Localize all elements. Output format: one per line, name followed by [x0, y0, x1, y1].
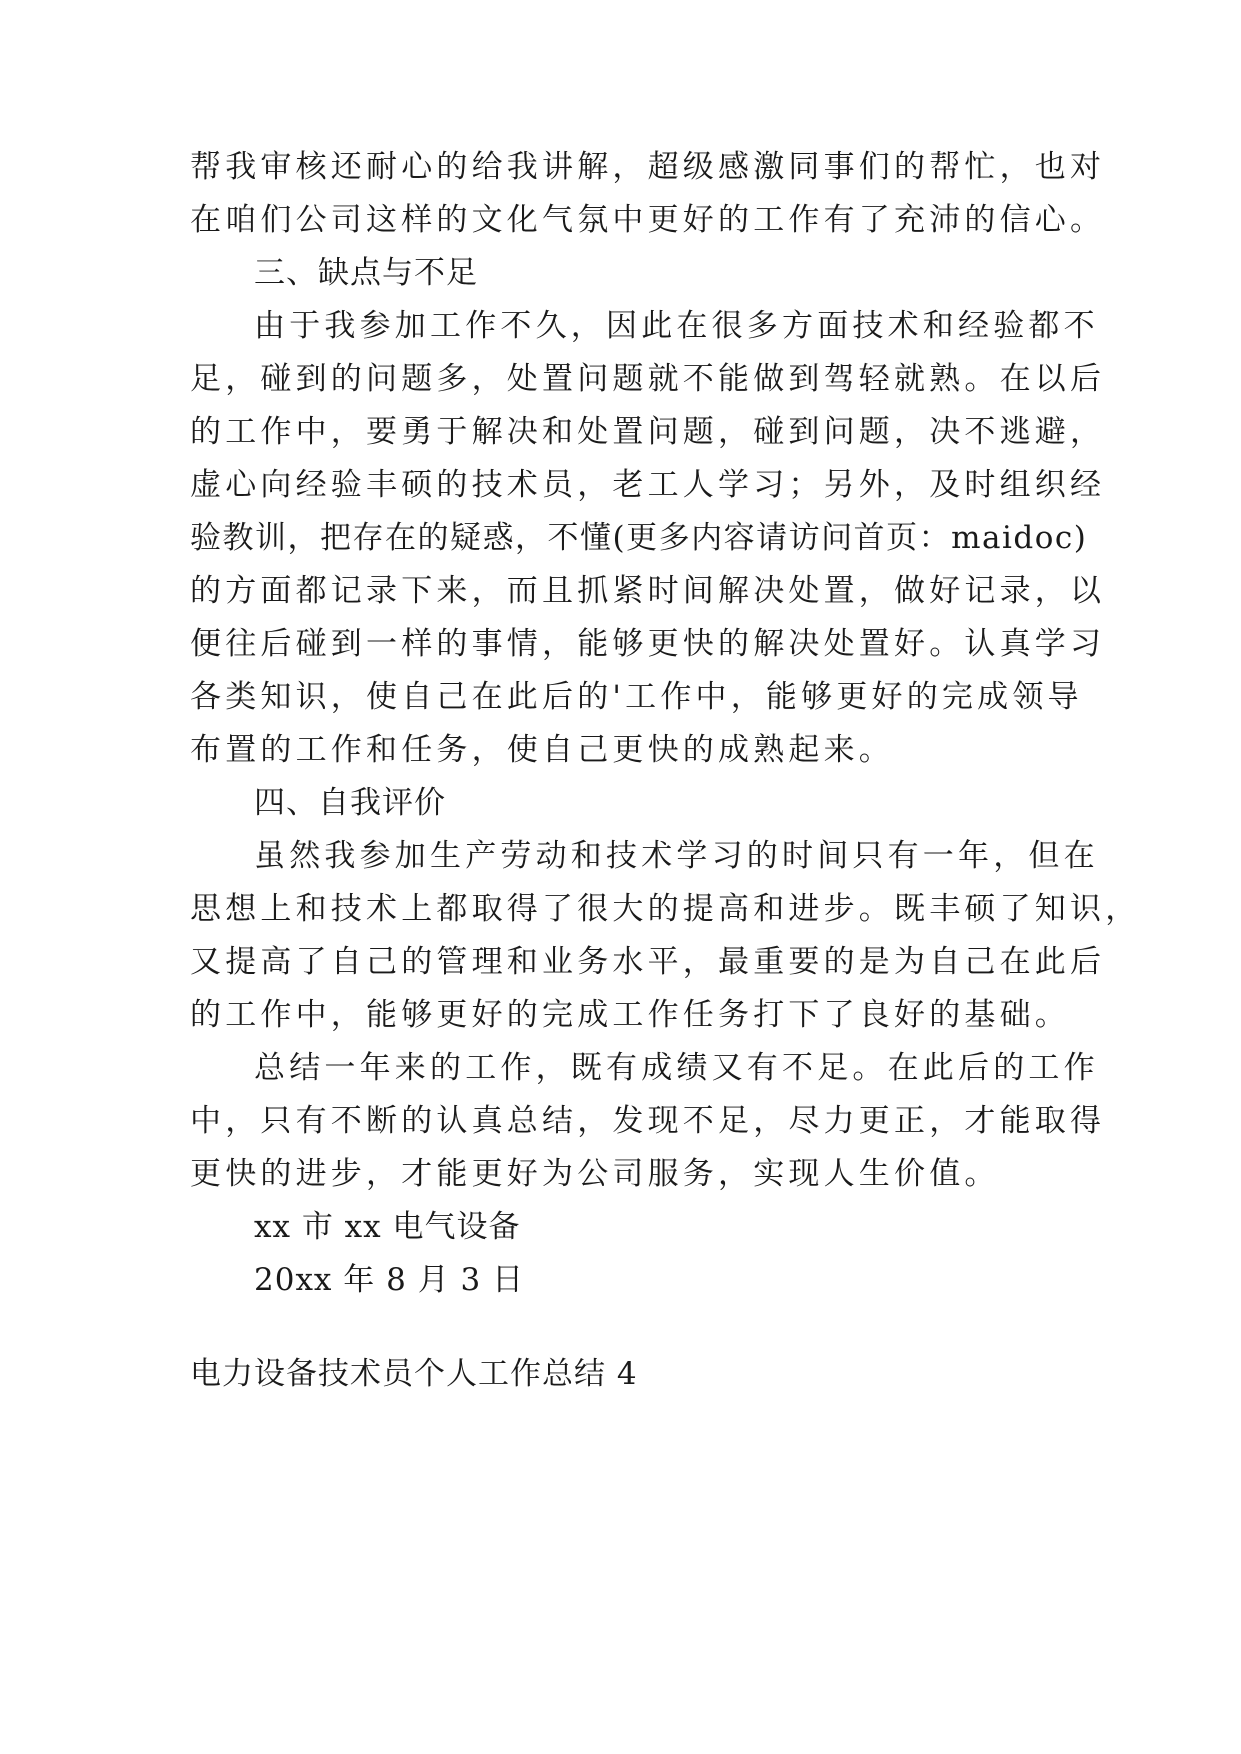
paragraph-line: 的工作中，能够更好的完成工作任务打下了良好的基础。	[190, 997, 1070, 1033]
signature-organization: xx 市 xx 电气设备	[254, 1209, 521, 1245]
paragraph-line: 验教训，把存在的疑惑，不懂(更多内容请访问首页：maidoc)	[190, 520, 1088, 556]
paragraph-line: 布置的工作和任务，使自己更快的成熟起来。	[190, 732, 894, 768]
paragraph-line: 各类知识，使自己在此后的'工作中，能够更好的完成领导	[190, 679, 1083, 715]
paragraph-line: 更快的进步，才能更好为公司服务，实现人生价值。	[190, 1156, 1000, 1192]
paragraph-line: 中，只有不断的认真总结，发现不足，尽力更正，才能取得	[190, 1103, 1106, 1139]
paragraph-line: 在咱们公司这样的文化气氛中更好的工作有了充沛的信心。	[190, 202, 1106, 238]
section-heading-self-evaluation: 四、自我评价	[254, 785, 446, 821]
paragraph-line: 虚心向经验丰硕的技术员，老工人学习；另外，及时组织经	[190, 467, 1106, 503]
paragraph-line: 又提高了自己的管理和业务水平，最重要的是为自己在此后	[190, 944, 1106, 980]
paragraph-line: 帮我审核还耐心的给我讲解，超级感激同事们的帮忙，也对	[190, 149, 1106, 185]
paragraph-line: 虽然我参加生产劳动和技术学习的时间只有一年，但在	[254, 838, 1099, 874]
paragraph-line: 足，碰到的问题多，处置问题就不能做到驾轻就熟。在以后	[190, 361, 1106, 397]
paragraph-line: 思想上和技术上都取得了很大的提高和进步。既丰硕了知识，	[190, 891, 1141, 927]
signature-date: 20xx 年 8 月 3 日	[254, 1262, 525, 1298]
paragraph-line: 便往后碰到一样的事情，能够更快的解决处置好。认真学习	[190, 626, 1106, 662]
paragraph-line: 总结一年来的工作，既有成绩又有不足。在此后的工作	[254, 1050, 1099, 1086]
paragraph-line: 的工作中，要勇于解决和处置问题，碰到问题，决不逃避，	[190, 414, 1106, 450]
paragraph-line: 由于我参加工作不久，因此在很多方面技术和经验都不	[254, 308, 1099, 344]
section-heading-shortcomings: 三、缺点与不足	[254, 255, 478, 291]
paragraph-line: 的方面都记录下来，而且抓紧时间解决处置，做好记录，以	[190, 573, 1106, 609]
next-section-title: 电力设备技术员个人工作总结 4	[190, 1356, 638, 1392]
